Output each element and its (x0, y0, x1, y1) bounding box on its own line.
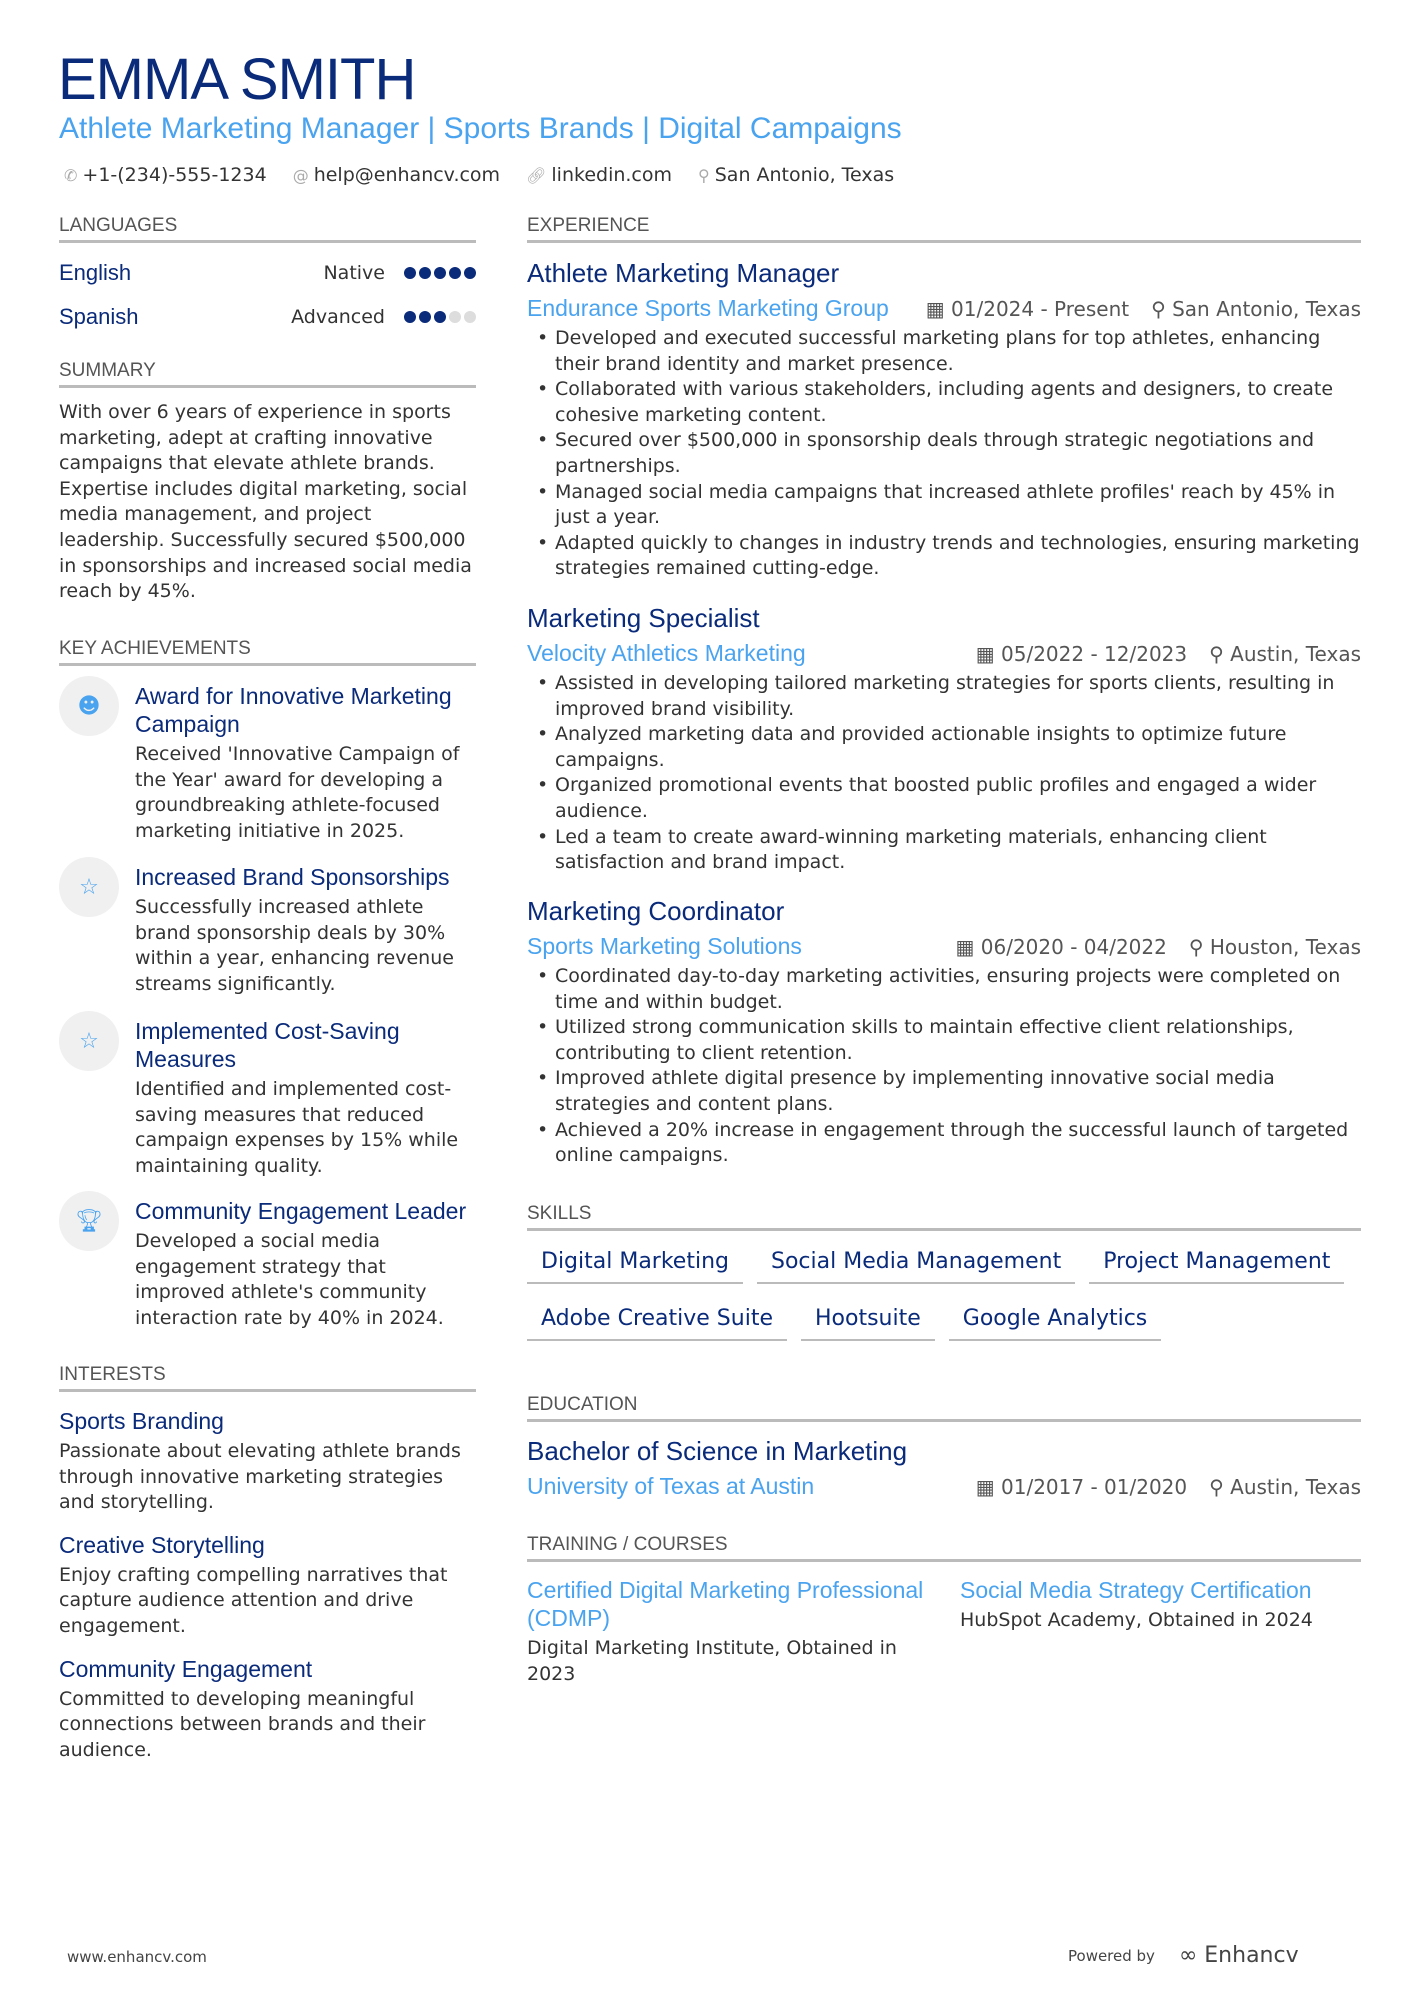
job-title: Athlete Marketing Manager (527, 258, 840, 288)
skill-tag: Project Management (1089, 1243, 1344, 1284)
section-heading: EXPERIENCE (527, 215, 1361, 243)
location-icon: ⚲ (1188, 934, 1210, 959)
phone-icon: ✆ (64, 166, 78, 185)
head-icon: ☻ (59, 676, 119, 736)
job-bullets: • Coordinated day-to-day marketing activities, ensuring projects were completed on time and within budget. • Utilized strong communication skills to maintain effective client relationships, contributing to client retention. • Improved athlete digital presence by implementing innovative social media strategies and content plans. • Achieved a 20% increase in engagement through the successful launch of targeted online campaigns. (527, 964, 1361, 1169)
trophy-icon: 🏆︎ (59, 1191, 119, 1251)
languages-section (59, 215, 476, 339)
interest-item: Community Engagement Committed to developing meaningful connections between brands and their audience. (59, 1655, 426, 1761)
course-item: Social Media Strategy Certification HubSpot Academy, Obtained in 2024 (960, 1577, 1313, 1631)
location-icon: ⚲ (1209, 1474, 1231, 1499)
interest-item: Creative Storytelling Enjoy crafting compelling narratives that capture audience attention and drive engagement. (59, 1531, 448, 1637)
training-section (527, 1534, 1361, 1687)
language-item: Spanish Advanced (59, 295, 476, 339)
summary-text: With over 6 years of experience in sports marketing, adept at crafting innovative campaigns that elevate athlete brands. Expertise includes digital marketing, social media management, and project leadership. Successfully secured $500,000 in sponsorships and increased social media reach by 45%. (59, 401, 472, 603)
job-title: Marketing Coordinator (527, 896, 785, 926)
skill-tag: Digital Marketing (527, 1243, 743, 1284)
achievement-item: ☆ Implemented Cost-Saving Measures Identified and implemented cost-saving measures that reduced campaign expenses by 15% while maintaining quality. (59, 1017, 476, 1179)
location-icon: ⚲ (1151, 296, 1173, 321)
link-icon: 🔗︎ (526, 166, 547, 185)
skill-tag: Social Media Management (757, 1243, 1075, 1284)
language-item: English Native (59, 251, 476, 295)
interest-item: Sports Branding Passionate about elevating athlete brands through innovative marketing strategies and storytelling. (59, 1408, 461, 1514)
enhancv-logo: ∞ Enhancv (1178, 1943, 1299, 1968)
contact-bar (64, 164, 894, 186)
proficiency-dots (401, 264, 476, 283)
contact-linkedin[interactable]: 🔗︎ linkedin.com (526, 164, 673, 186)
powered-by: Powered by ∞ Enhancv (1068, 1943, 1299, 1968)
contact-location: ⚲ San Antonio, Texas (698, 164, 895, 186)
calendar-icon: ▦ (925, 296, 952, 321)
star-icon: ☆ (59, 1011, 119, 1071)
job-entry: Athlete Marketing Manager Endurance Sports Marketing Group ▦ 01/2024 - Present ⚲ San Antonio, Texas • Developed and executed successful marketing plans for top athletes, enhancing their brand identity and market presence. • Collaborated with various stakeholders, including agents and designers, to create cohesive marketing content. • Secured over $500,000 in sponsorship deals through strategic negotiations and partnerships. • Managed social media campaigns that increased athlete profiles' reach by 45% in just a year. • Adapted quickly to changes in industry trends and technologies, ensuring marketing strategies remained cutting-edge. (527, 258, 1361, 582)
job-entry: Marketing Coordinator Sports Marketing Solutions ▦ 06/2020 - 04/2022 ⚲ Houston, Texas • Coordinated day-to-day marketing activities, ensuring projects were completed on time and within budget. • Utilized strong communication skills to maintain effective client relationships, contributing to client retention. • Improved athlete digital presence by implementing innovative social media strategies and content plans. • Achieved a 20% increase in engagement through the successful launch of targeted online campaigns. (527, 896, 1361, 1169)
achievement-item: ☻ Award for Innovative Marketing Campaign Received 'Innovative Campaign of the Year' award for developing a groundbreaking athlete-focused marketing initiative in 2025. (59, 682, 476, 844)
skills-section (527, 1203, 1361, 1341)
education-section: EDUCATION Bachelor of Science in Marketing University of Texas at Austin ▦ 01/2017 - 01/2020 ⚲ Austin, Texas (527, 1394, 1361, 1499)
company-name: Endurance Sports Marketing Group (527, 295, 889, 321)
section-heading: INTERESTS (59, 1364, 476, 1392)
section-heading: SKILLS (527, 1203, 1361, 1231)
school-name: University of Texas at Austin (527, 1473, 815, 1499)
location-icon: ⚲ (1209, 641, 1231, 666)
skill-tag: Adobe Creative Suite (527, 1300, 787, 1341)
job-entry: Marketing Specialist Velocity Athletics Marketing ▦ 05/2022 - 12/2023 ⚲ Austin, Texas • Assisted in developing tailored marketing strategies for sports clients, resulting in improved brand visibility. • Analyzed marketing data and provided actionable insights to optimize future campaigns. • Organized promotional events that boosted public profiles and engaged a wider audience. • Led a team to create award-winning marketing materials, enhancing client satisfaction and brand impact. (527, 603, 1361, 876)
proficiency-dots (401, 308, 476, 327)
star-icon: ☆ (59, 857, 119, 917)
experience-section (527, 215, 1361, 243)
location-icon: ⚲ (698, 166, 710, 185)
course-item: Certified Digital Marketing Professional (CDMP) Digital Marketing Institute, Obtained in 2023 (527, 1577, 924, 1685)
at-icon: @ (292, 166, 309, 185)
job-title: Marketing Specialist (527, 603, 760, 633)
section-heading: TRAINING / COURSES (527, 1534, 1361, 1562)
section-heading: LANGUAGES (59, 215, 476, 243)
enhancv-logo-icon: ∞ (1178, 1943, 1198, 1968)
company-name: Velocity Athletics Marketing (527, 640, 806, 666)
contact-email[interactable]: @ help@enhancv.com (292, 164, 501, 186)
calendar-icon: ▦ (955, 934, 981, 959)
section-heading: EDUCATION (527, 1394, 1361, 1422)
candidate-name: EMMA SMITH (58, 47, 416, 112)
achievement-item: 🏆︎ Community Engagement Leader Developed a social media engagement strategy that improved athlete's community interaction rate by 40% in 2024. (59, 1197, 476, 1331)
calendar-icon: ▦ (975, 641, 1002, 666)
job-bullets: • Assisted in developing tailored marketing strategies for sports clients, resulting in improved brand visibility. • Analyzed marketing data and provided actionable insights to optimize future campaigns. • Organized promotional events that boosted public profiles and engaged a wider audience. • Led a team to create award-winning marketing materials, enhancing client satisfaction and brand impact. (527, 671, 1361, 876)
section-heading: KEY ACHIEVEMENTS (59, 638, 476, 666)
skill-tag: Hootsuite (801, 1300, 935, 1341)
company-name: Sports Marketing Solutions (527, 933, 802, 959)
job-bullets: • Developed and executed successful marketing plans for top athletes, enhancing their brand identity and market presence. • Collaborated with various stakeholders, including agents and designers, to create cohesive marketing content. • Secured over $500,000 in sponsorship deals through strategic negotiations and partnerships. • Managed social media campaigns that increased athlete profiles' reach by 45% in just a year. • Adapted quickly to changes in industry trends and technologies, ensuring marketing strategies remained cutting-edge. (527, 326, 1361, 582)
footer-website[interactable]: www.enhancv.com (67, 1948, 207, 1966)
calendar-icon: ▦ (975, 1474, 1002, 1499)
achievements-section (59, 638, 476, 666)
candidate-title: Athlete Marketing Manager | Sports Brands | Digital Campaigns (59, 112, 902, 145)
achievement-item: ☆ Increased Brand Sponsorships Successfully increased athlete brand sponsorship deals by 30% within a year, enhancing revenue streams significantly. (59, 863, 476, 997)
summary-section (59, 360, 476, 605)
section-heading: SUMMARY (59, 360, 476, 388)
interests-section (59, 1364, 476, 1763)
degree: Bachelor of Science in Marketing (527, 1436, 908, 1466)
contact-phone[interactable]: ✆ +1-(234)-555-1234 (64, 164, 267, 186)
skill-tag: Google Analytics (949, 1300, 1161, 1341)
